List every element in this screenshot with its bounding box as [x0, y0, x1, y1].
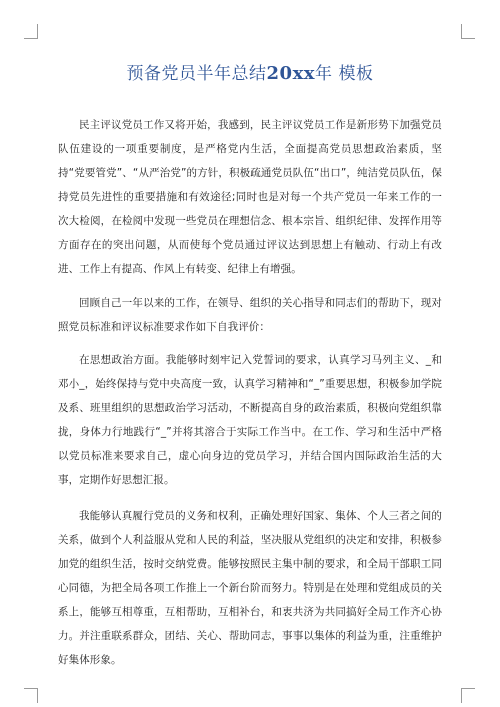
crop-mark-bottom-left	[24, 688, 38, 689]
paragraph: 回顾自己一年以来的工作，在领导、组织的关心指导和同志们的帮助下，现对照党员标准和评议标准要求作如下自我评价：	[58, 297, 442, 333]
document-body	[58, 113, 442, 682]
crop-mark-bottom-right	[461, 688, 475, 689]
crop-mark-top-right	[461, 38, 475, 39]
document-title	[0, 63, 500, 85]
crop-mark-top-left	[24, 38, 38, 39]
crop-mark-bottom-left	[37, 688, 38, 703]
title-suffix: 年 模板	[315, 64, 374, 84]
crop-mark-bottom-right	[461, 688, 462, 703]
title-year: 20xx	[266, 63, 316, 84]
title-prefix: 预备党员半年总结	[126, 64, 267, 84]
crop-mark-top-left	[37, 24, 38, 39]
paragraph: 在思想政治方面。我能够时刻牢记入党誓词的要求，认真学习马列主义、_和邓小_，始终保持与党中央高度一致，认真学习精神和“_”重要思想，积极参加学院及系、班里组织的思想政治学习活动，不断提高自身的政治素质，积极向党组织靠拢，身体力行地践行“_”并将其溶合于实际工作当中。在工作、学习和生活中严格以党员标准来要求自己，虚心向身边的党员学习，并结合国内国际政治生活的大事，定期作好思想汇报。	[58, 354, 442, 486]
paragraph: 我能够认真履行党员的义务和权利，正确处理好国家、集体、个人三者之间的关系，做到个人利益服从党和人民的利益，坚决服从党组织的决定和安排，积极参加党的组织生活，按时交纳党费。能够按照民主集中制的要求，和全局干部职工同心同德，为把全局各项工作推上一个新台阶而努力。特别是在处理和党组成员的关系上，能够互相尊重，互相帮助，互相补台，和衷共济为共同搞好全局工作齐心协力。并注重联系群众，团结、关心、帮助同志，事事以集体的利益为重，注重维护好集体形象。	[58, 510, 442, 666]
crop-mark-top-right	[461, 24, 462, 39]
paragraph: 民主评议党员工作又将开始，我感到，民主评议党员工作是新形势下加强党员队伍建设的一项重要制度，是严格党内生活，全面提高党员思想政治素质，坚持“党要管党”、“从严治党”的方针，积极疏通党员队伍“出口”，纯洁党员队伍，保持党员先进性的重要措施和有效途径;同时也是对每一个共产党员一年来工作的一次大检阅，在检阅中发现一些党员在理想信念、根本宗旨、组织纪律、发挥作用等方面存在的突出问题，从而使每个党员通过评议达到思想上有触动、行动上有改进、工作上有提高、作风上有转变、纪律上有增强。	[58, 119, 442, 275]
